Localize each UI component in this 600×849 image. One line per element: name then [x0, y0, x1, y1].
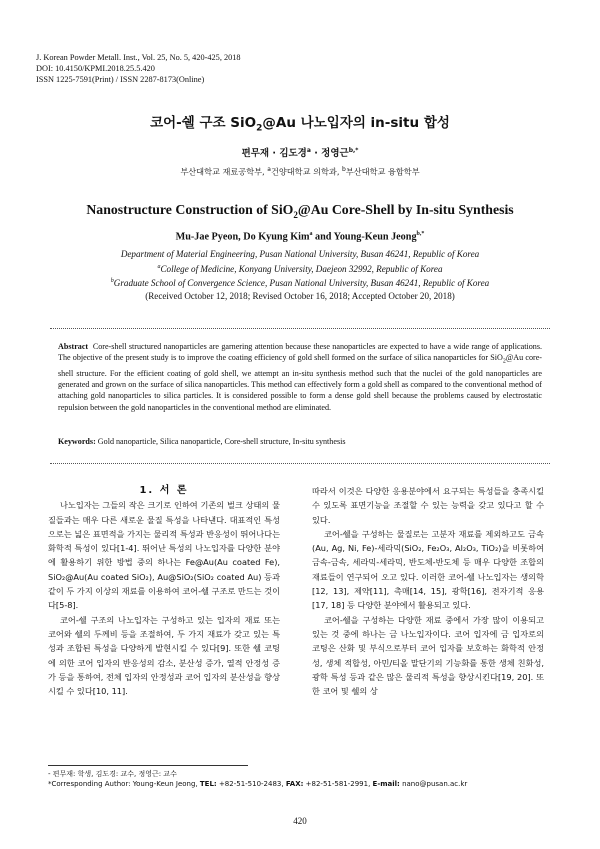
right-column [312, 484, 544, 698]
journal-doi: DOI: 10.4150/KPMI.2018.25.5.420 [36, 64, 155, 73]
author-positions: - 편무재: 학생, 김도경: 교수, 정영근: 교수 [48, 770, 177, 778]
journal-header [36, 52, 241, 85]
paragraph: 나노입자는 그들의 작은 크기로 인하여 기존의 벌크 상태의 물질들과는 매우 다른 새로운 물질 특성을 나타낸다. 대표적인 특성으로는 넓은 표면적을 가지는 물리적 특성과 반응성이 뛰어나다는 화학적 특성이 있다[1-4]. 뛰어난 특성의 나노입자를 다양한 분야에 활용하기 위한 방법 중의 하나는 Fe@Au(Au coated Fe), SiO₂@Au(Au coated SiO₂), Au@SiO₂(SiO₂ coated Au) 등과 같이 두 가지 이상의 재료를 이용하여 코어-쉘 구조로 만드는 것이다[5-8]. [48, 500, 281, 611]
footnote-rule [48, 765, 248, 766]
received-dates: (Received October 12, 2018; Revised October 16, 2018; Accepted October 20, 2018) [145, 290, 455, 301]
journal-issn: ISSN 1225-7591(Print) / ISSN 2287-8173(Online) [36, 75, 205, 84]
abstract-label: Abstract [58, 342, 89, 351]
footnotes [48, 769, 467, 789]
top-divider [50, 328, 550, 329]
affiliation-2: $^a$College of Medicine, Konyang University, Daejeon 32992, Republic of Korea [157, 263, 443, 274]
english-title: Nanostructure Construction of SiO$_2$@Au Core-Shell by In-situ Synthesis [86, 202, 514, 220]
page-number: 420 [293, 816, 307, 826]
paragraph: 코어-쉘을 구성하는 물질로는 고분자 재료를 제외하고도 금속(Au, Ag, Ni, Fe)-세라믹(SiO₂, Fe₂O₃, Al₂O₃, TiO₂)을 비롯하여 금속-금속, 세라믹-세라믹, 반도체-반도체 등 매우 다양한 조합의 재료들이 연구되어 오고 있다. 이러한 코어-쉘 나노입자는 생의학[12, 13], 제약[11], 촉매[14, 15], 광학[16], 전자기적 응용[17, 18] 등 다양한 분야에서 활용되고 있다. [312, 528, 544, 611]
affiliation-1: Department of Material Engineering, Pusan National University, Busan 46241, Republic of Korea [120, 249, 480, 259]
journal-citation: J. Korean Powder Metall. Inst., Vol. 25, No. 5, 420-425, 2018 [36, 53, 241, 62]
left-column [48, 484, 280, 698]
paragraph: 코어-쉘 구조의 나노입자는 구성하고 있는 입자의 재료 또는 코어와 쉘의 두께비 등을 조절하여, 두 가지 재료가 갖고 있는 특성과 조합된 특성을 다양하게 발현시킬 수 있다[9]. 또한 쉘 코팅에 의한 코어 입자의 반응성의 감소, 분산성 증가, 열적 안정성 증가 등을 통하여, 전체 입자의 안정성과 코어 입자의 분산성을 향상시킬 수 있다[10, 11]. [48, 614, 280, 697]
korean-title: 코어-쉘 구조 SiO$_2$@Au 나노입자의 in-situ 합성 [150, 115, 450, 134]
paragraph: 코어-쉘을 구성하는 다양한 재료 중에서 가장 많이 이용되고 있는 것 중에 하나는 금 나노입자이다. 코어 입자에 금 입자로의 코팅은 산화 및 부식으로부터 코어 입자를 보호하는 화학적 안정성, 생체 적합성, 아민/티올 말단기의 기능화를 통한 생체 친화성, 광학 특성 등과 같은 많은 물리적 특성을 향상시킨다[19, 20]. 또한 코어 및 쉘의 상 [312, 614, 544, 697]
keywords-label: Keywords: [58, 437, 96, 446]
english-authors: Mu-Jae Pyeon, Do Kyung Kim$^a$ and Young-Keun Jeong$^{b,*}$ [175, 231, 425, 243]
affiliation-3: $^b$Graduate School of Convergence Science, Pusan National University, Busan 46241, Republic of Korea [110, 278, 490, 289]
corresponding-author: *Corresponding Author: Young-Keun Jeong, TEL: +82-51-510-2483, FAX: +82-51-581-2991, E-mail: nano@pusan.ac.kr [48, 780, 468, 788]
bottom-divider [50, 463, 550, 464]
paragraph: 따라서 이것은 다양한 응용분야에서 요구되는 특성들을 충족시킬 수 있도록 표면기능을 조절할 수 있는 능력을 갖고 있다고 할 수 있다. [312, 486, 544, 525]
keywords [58, 437, 542, 446]
korean-affiliations: 부산대학교 재료공학부, $^a$건양대학교 의학과, $^b$부산대학교 융합학부 [180, 166, 420, 177]
section-heading: 1. 서 론 [139, 485, 189, 496]
keywords-text: Gold nanoparticle, Silica nanoparticle, Core-shell structure, In-situ synthesis [97, 437, 346, 446]
korean-authors: 편무재 · 김도경$^a$ · 정영근$^{b,*}$ [241, 146, 359, 159]
abstract: Abstract Core-shell structured nanoparticles are garnering attention because these nanoparticles are expected to have a wide range of applications. The objective of the present study is to improve the coating efficiency of gold shell formed on the surface of silica nanoparticles for SiO$_2$@Au core-shell structure. For the efficient coating of gold shell, we attempt an in-situ synthesis method such that the nuclei of the gold nanoparticles are generated and grown on the surface of silica nanoparticles. This method can effectively form a gold shell as compared to the conventional method of attaching gold nanoparticles to silica particles. It is considered possible to form a dense gold shell because the problems caused by electrostatic repulsion between the gold nanoparticles in the conventional method are eliminated. [58, 342, 542, 412]
english-affiliations [0, 248, 600, 302]
